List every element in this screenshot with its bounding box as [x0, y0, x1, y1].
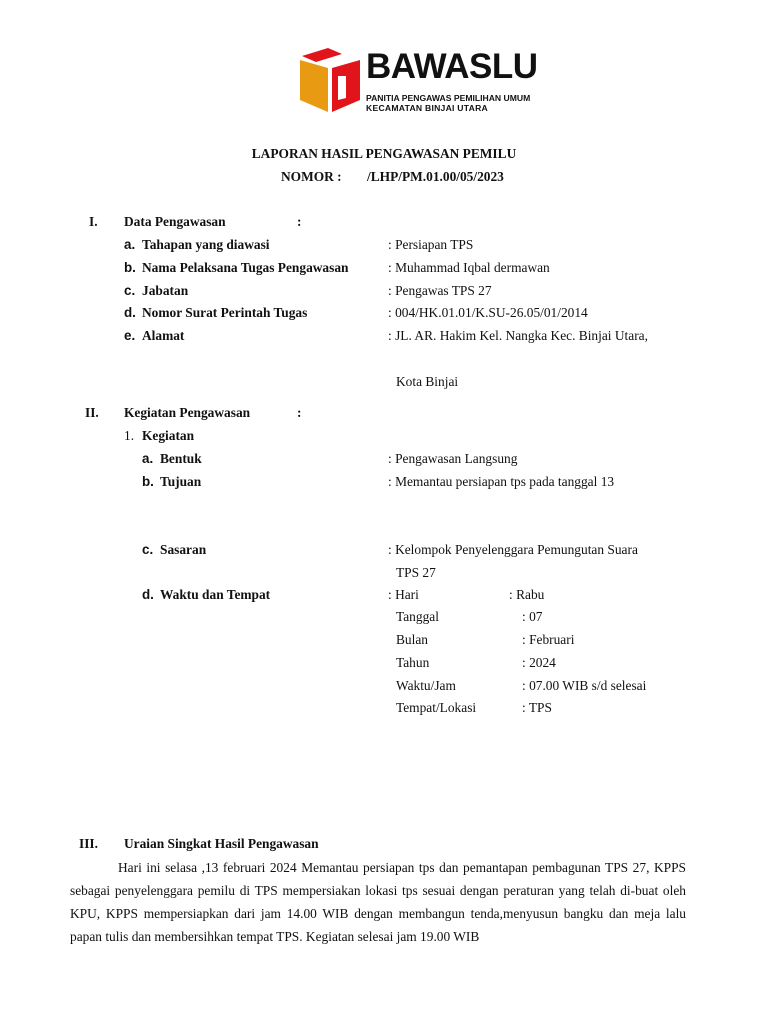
item-label: Tahapan yang diawasi — [142, 237, 270, 252]
section-1-colon: : — [297, 214, 302, 229]
item-letter: b. — [124, 260, 136, 275]
waktu-label: Tempat/Lokasi — [396, 700, 477, 715]
item-letter: c. — [124, 283, 136, 298]
waktu-value: : 2024 — [522, 655, 556, 670]
nomor-label: NOMOR : — [281, 169, 342, 184]
item-label: Alamat — [142, 328, 185, 343]
section-2-title: Kegiatan Pengawasan — [124, 405, 251, 420]
item-label: Sasaran — [160, 542, 207, 557]
subsection-label: Kegiatan — [142, 428, 195, 443]
summary-paragraph: Hari ini selasa ,13 februari 2024 Memantau persiapan tps dan pemantapan pembagunan TPS 27, KPPS sebagai penyelenggara pemilu di TPS mempersiakan lokasi tps sesuai dengan peraturan yang telah di-buat oleh KPU, KPPS mempersiapkan dari jam 14.00 WIB dengan membangun tenda,menyusun bangku dan meja lalu papan tulis dan membersihkan tempat TPS. Kegiatan selesai jam 19.00 WIB — [70, 860, 686, 944]
bawaslu-emblem-icon — [298, 46, 362, 114]
waktu-value: : 07.00 WIB s/d selesai — [522, 678, 647, 693]
nomor-value: /LHP/PM.01.00/05/2023 — [367, 169, 504, 184]
section-2-colon: : — [297, 405, 302, 420]
section-2-number: II. — [85, 405, 99, 420]
logo-name: BAWASLU — [366, 47, 538, 86]
waktu-value: : 07 — [522, 609, 543, 624]
item-label: Waktu dan Tempat — [160, 587, 271, 602]
item-letter: d. — [142, 587, 154, 602]
item-value: : JL. AR. Hakim Kel. Nangka Kec. Binjai Utara, — [388, 328, 648, 343]
item-value-continued: TPS 27 — [396, 565, 436, 580]
item-letter: c. — [142, 542, 154, 557]
logo-subtitle-1: PANITIA PENGAWAS PEMILIHAN UMUM — [366, 93, 531, 103]
section-3-title: Uraian Singkat Hasil Pengawasan — [124, 836, 319, 851]
item-label: Nomor Surat Perintah Tugas — [142, 305, 308, 320]
waktu-value: : Februari — [522, 632, 575, 647]
item-letter: d. — [124, 305, 136, 320]
waktu-label: Waktu/Jam — [396, 678, 456, 693]
item-letter: b. — [142, 474, 154, 489]
item-letter: a. — [124, 237, 136, 252]
waktu-label: Bulan — [396, 632, 428, 647]
logo-subtitle-2: KECAMATAN BINJAI UTARA — [366, 103, 488, 113]
subsection-number: 1. — [124, 428, 135, 443]
waktu-value: : TPS — [522, 700, 552, 715]
section-3-number: III. — [79, 836, 98, 851]
section-1-number: I. — [89, 214, 98, 229]
section-1-title: Data Pengawasan — [124, 214, 226, 229]
document-title: LAPORAN HASIL PENGAWASAN PEMILU — [251, 146, 517, 161]
item-letter: a. — [142, 451, 154, 466]
waktu-hari-value: : Rabu — [509, 587, 545, 602]
item-value: : Kelompok Penyelenggara Pemungutan Suara — [388, 542, 638, 557]
item-value: : Pengawas TPS 27 — [388, 283, 492, 298]
waktu-label: Tahun — [396, 655, 430, 670]
item-label: Jabatan — [142, 283, 189, 298]
item-value: : Memantau persiapan tps pada tanggal 13 — [388, 474, 615, 489]
item-value: : Persiapan TPS — [388, 237, 474, 252]
item-value: : Muhammad Iqbal dermawan — [388, 260, 550, 275]
bawaslu-logo — [298, 46, 568, 116]
waktu-hari-label: : Hari — [388, 587, 419, 602]
item-value: : 004/HK.01.01/K.SU-26.05/01/2014 — [388, 305, 588, 320]
item-label: Bentuk — [160, 451, 202, 466]
item-value: : Pengawasan Langsung — [388, 451, 518, 466]
item-letter: e. — [124, 328, 136, 343]
item-value-continued: Kota Binjai — [396, 374, 459, 389]
item-label: Nama Pelaksana Tugas Pengawasan — [142, 260, 349, 275]
waktu-label: Tanggal — [396, 609, 439, 624]
item-label: Tujuan — [160, 474, 202, 489]
